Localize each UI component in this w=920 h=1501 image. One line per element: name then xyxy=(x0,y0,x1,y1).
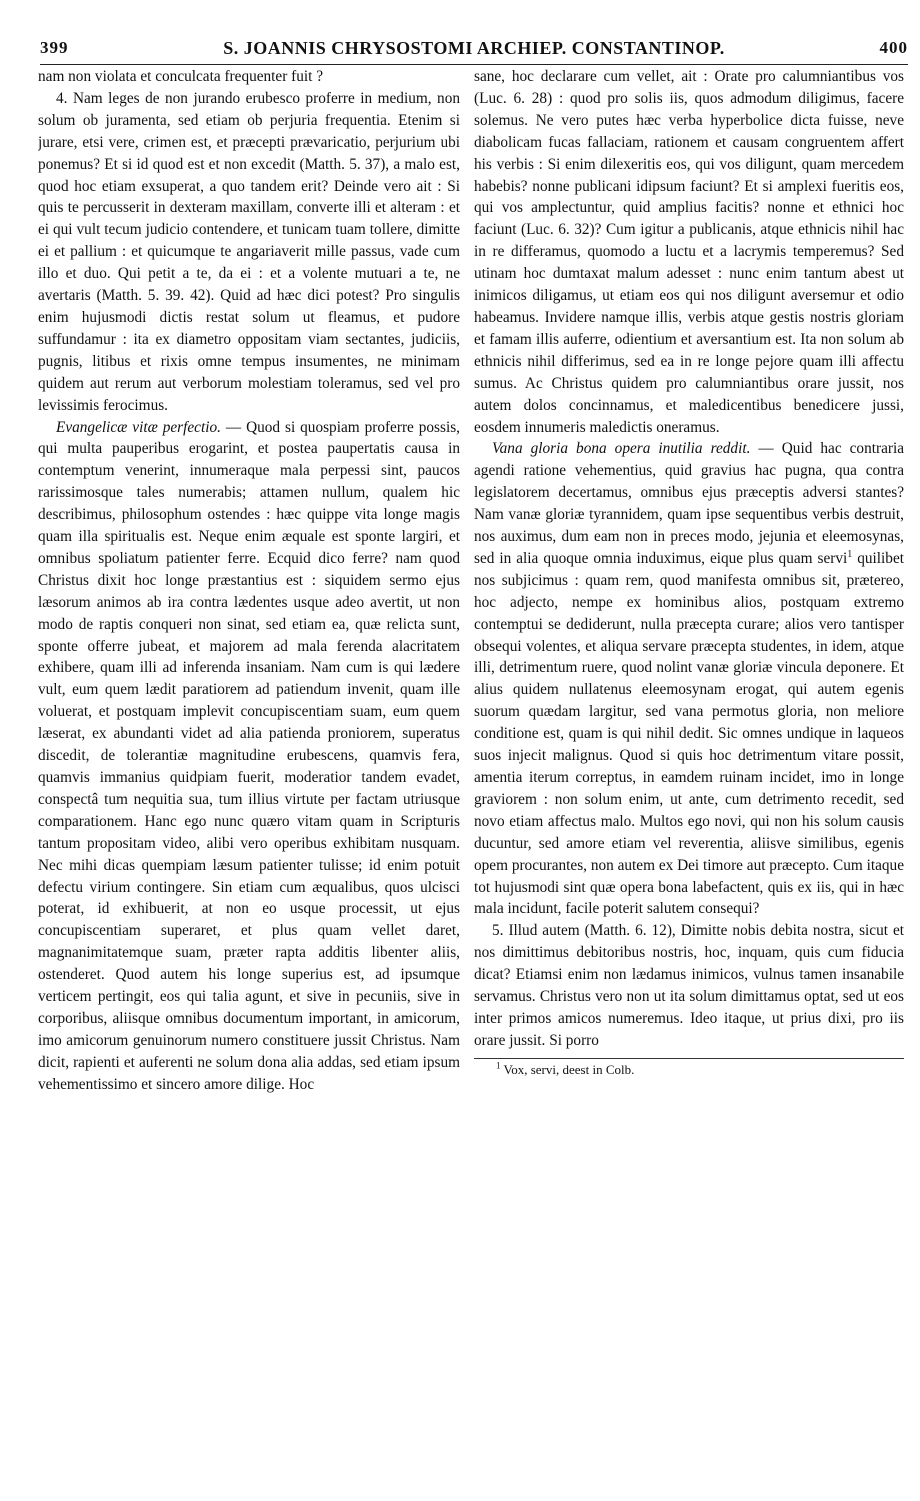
paragraph-vana-gloria-body: — Quid hac contraria agendi ratione vehementius, quid gravius hac pugna, qua contra legislatorem decertamus, omnibus ejus præceptis adversi stantes? Nam vanæ gloriæ tyrannidem, quam ipse sequentibus verbis destruit, nos auximus, dum eam non in preces modo, jejunia et eleemosynas, sed in alia quoque omnia induximus, eique plus quam servi xyxy=(474,440,904,567)
footnote-divider xyxy=(474,1058,904,1059)
running-title: S. JOANNIS CHRYSOSTOMI ARCHIEP. CONSTANTINOP. xyxy=(223,38,725,58)
paragraph-section-5: 5. Illud autem (Matth. 6. 12), Dimitte nobis debita nostra, sicut et nos dimittimus debitoribus nostris, hoc, inquam, quis cum fiducia dicat? Etiamsi enim non lædamus inimicos, vulnus tamen insanabile servamus. Christus vero non ut ita solum dimittamus optat, sed ut eos inter primos amicos numeremus. Ideo itaque, ut prius dixi, pro iis orare jussit. Si porro xyxy=(474,922,904,1049)
paragraph-vana-gloria xyxy=(474,438,904,920)
paragraph-continuation: nam non violata et conculcata frequenter fuit ? xyxy=(38,68,323,85)
paragraph-evangelicae-body: — Quod si quospiam proferre possis, qui multa pauperibus erogarint, et postea paupertatis causa in contemptum venerint, innumeraque mala perpessi sint, paucos rarissimosque tales numerabis; attamen nullum, qualem hic describimus, philosophum ostendes : hæc quippe vita longe magis quam illa spiritualis est. Neque enim æquale est sponte largiri, et omnibus spoliatum patienter ferre. Ecquid dico ferre? nam quod Christus dixit hoc longe præstantius est : siquidem sermo ejus læsorum animos ab ira contra lædentes usque adeo avertit, ut non modo de raptis conqueri non sinat, sed etiam ea, quæ relicta sunt, sponte offerre jubeat, et majorem ad mala ferenda alacritatem exhibere, quam illi ad inferenda insaniam. Nam cum is qui lædere vult, eum quem lædit paratiorem ad patiendum invenit, quam ille voluerat, et postquam implevit concupiscentiam suam, eum quem læserat, ex abundanti videt ad alia patienda proniorem, superatus discedit, de tolerantiæ magnitudine erubescens, quamvis fera, quamvis immanius quidpiam fuerit, moderatior tandem evadet, conspectâ tum nequitia sua, tum illius virtute per factam utriusque comparationem. Hanc ego nunc quæro vitam quam in Scripturis tantum propositam video, alibi vero operibus exhibitam nusquam. Nec mihi dicas quempiam læsum patienter tulisse; id enim potuit defectu virium contingere. Sin etiam cum æqualibus, quos ulcisci poterat, id exhibuerit, at non eo usque processit, ut ejus concupiscentiam superaret, et plus quam vellet daret, magnanimitatemque suam, præter rapta additis libenter aliis, ostenderet. Quod autem his longe superius est, ad ipsumque verticem pertingit, eos qui talia agunt, et sive in pecuniis, sive in corporibus, aliisque omnibus documentum important, in amicorum, imo amicorum genuinorum numero constituere jussit Christus. Nam dicit, rapienti et auferenti ne solum dona alia addas, sed etiam ipsum vehementissimo et sincero amore dilige. Hoc xyxy=(38,418,460,1093)
footnote-mark: 1 xyxy=(496,1060,501,1071)
footnote xyxy=(474,1061,904,1079)
paragraph-vana-gloria-tail: quilibet nos subjicimus : quam rem, quod manifesta omnibus sit, prætereo, hoc adjecto, nempe ex hominibus alios, postquam extremo contemptui se dediderunt, nulla præcepta curare; alios vero tantisper obsequi volentes, et aliqua servare præcepta studentes, in idem, atque illi, detrimentum ruere, quod nolint vanæ gloriæ vincula deponere. Et alius quidem nullatenus eleemosynam erogat, qui autem egenis suorum quædam largitur, sed vana permotus gloria, non meliore conditione est, quam is qui nihil dedit. Sic omnes undique in laqueos suos injecit malignus. Quod si quis hoc detrimentum vitare possit, amentia iterum correptus, in eamdem ruinam incidet, imo in longe graviorem : non solum enim, ut ante, cum detrimento recedit, sed novo etiam affectus malo. Multos ego novi, qui non his solum causis ducuntur, sed amore etiam vel reverentia, aliisve similibus, egenis opem procurantes, non autem ex Dei timore aut præcepto. Cum itaque tot hujusmodi sint quæ opera bona labefactent, quis ex iis, qui in hæc mala incidunt, facile poterit salutem consequi? xyxy=(474,549,904,918)
running-header xyxy=(40,36,908,65)
paragraph-evangelicae xyxy=(38,417,460,1096)
footnote-reference: 1 xyxy=(847,548,853,560)
section-heading-vana-gloria: Vana gloria bona opera inutilia reddit. xyxy=(492,440,751,458)
page-number-left: 399 xyxy=(40,38,69,57)
right-column xyxy=(474,66,904,1486)
section-heading-evangelicae: Evangelicæ vitæ perfectio. xyxy=(56,418,221,436)
footnote-text: Vox, servi, deest in Colb. xyxy=(500,1061,635,1077)
paragraph-continuation-right: sane, hoc declarare cum vellet, ait : Orate pro calumniantibus vos (Luc. 6. 28) : quod pro solis iis, quos admodum diligimus, facere solemus. Ne vero putes hæc verba hyperbolice dicta fuisse, neve diabolicam fucas fallaciam, rationem et causam congruentem affert his verbis : Si enim dilexeritis eos, qui vos diligunt, quam mercedem habebis? nonne publicani idipsum faciunt? Et si amplexi fueritis eos, qui vos amplectuntur, quid amplius facitis? nonne et ethnici hoc faciunt (Luc. 6. 32)? Cum igitur a publicanis, atque ethnicis nihil hac in re differamus, quomodo a luctu et a lacrymis temperemus? Sed utinam hoc dumtaxat malum adesset : nunc enim tantum abest ut inimicos diligamus, ut etiam eos qui nos diligunt aversemur et odio habeamus. Invidere namque illis, verbis atque gestis nostris gloriam et famam illis auferre, odientium et aversantium est. Ita non solum ab ethnicis nihil differimus, sed ea in re longe pejore quam illi affectu sumus. Ac Christus quidem pro calumniantibus orare jussit, nos autem dolos concinnamus, et maledicentibus benedicere jussi, eosdem innumeris maledictis oneramus. xyxy=(474,68,904,436)
paragraph-section-4: 4. Nam leges de non jurando erubesco proferre in medium, non solum ob juramenta, sed etiam ob perjuria frequentia. Etenim si jurare, etsi vere, crimen est, et præcepti prævaricatio, perjurium ubi ponemus? Et si id quod est et non excedit (Matth. 5. 37), a malo est, quod hoc etiam exsuperat, a quo tandem erit? Deinde vero ait : Si quis te percusserit in dexteram maxillam, converte illi et alteram : et ei qui vult tecum judicio contendere, et tunicam tuam tollere, dimitte ei et pallium : et quicumque te angariaverit mille passus, vade cum illo et duo. Qui petit a te, da ei : et a volente mutuari a te, ne avertaris (Matth. 5. 39. 42). Quid ad hæc dici potest? Pro singulis enim hujusmodi dictis restat solum ut fleamus, et pudore suffundamur : ita ex diametro oppositam viam sectantes, judiciis, pugnis, litibus et rixis omne tempus insumentes, ne minimam quidem aut rerum aut verborum molestiam toleramus, sed vel pro levissimis ferocimus. xyxy=(38,89,460,414)
page-number-right: 400 xyxy=(879,38,908,57)
left-column xyxy=(38,66,460,1486)
